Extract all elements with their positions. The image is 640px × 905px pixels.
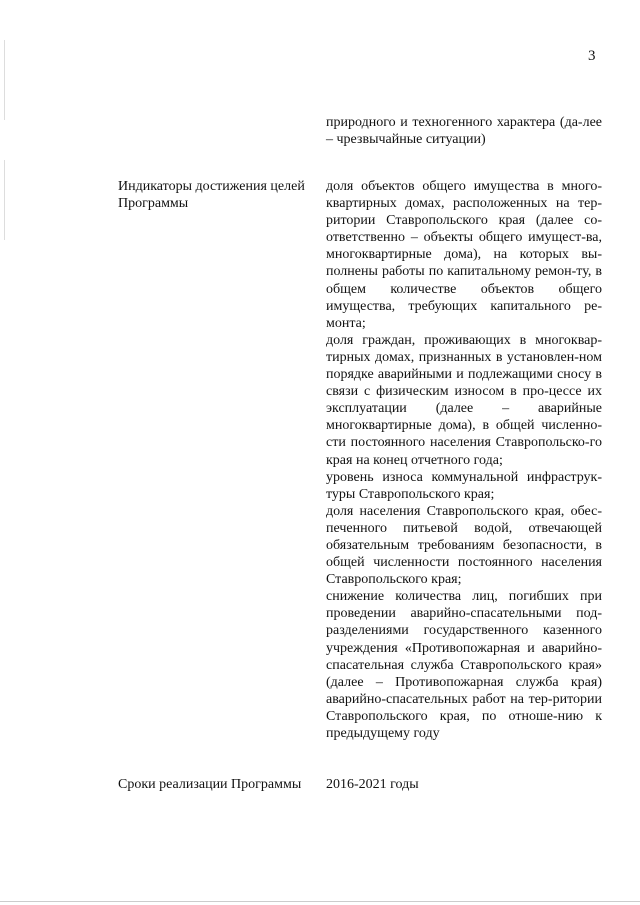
value-paragraph: снижение количества лиц, погибших при проведении аварийно-спасательными под-разделениями государственного казенного учреждения «Противопожарная и аварийно-спасательная служба Ставропольского края» (далее – Противопожарная служба края) аварийно-спасательных работ на тер-ритории Ставропольского края, по отноше-нию к предыдущему году	[326, 589, 602, 741]
value-paragraph: доля населения Ставропольского края, обес-печенного питьевой водой, отвечающей обязательным требованиям безопасности, в общей численности постоянного населения Ставропольского края;	[326, 503, 602, 588]
value-paragraph: уровень износа коммунальной инфраструк-туры Ставропольского края;	[326, 469, 602, 502]
row-value	[326, 776, 602, 793]
value-paragraph: доля объектов общего имущества в много-квартирных домах, расположенных на тер-ритории Ставропольского края (далее со-ответственно – объекты общего имущест-ва, многоквартирные дома), на которых вы-полнены работы по капитальному ремон-ту, в общем количестве объектов общего имущества, требующих капитального ре-монта;	[326, 179, 602, 331]
row-value	[326, 178, 602, 742]
page-number: 3	[588, 48, 596, 64]
value-paragraph: доля граждан, проживающих в многоквар-тирных домах, признанных в установлен-ном порядке аварийными и подлежащими сносу в связи с физическим износом в про-цессе их эксплуатации (далее – аварийные многоквартирные дома), в общей численно-сти постоянного населения Ставропольско-го края на конец отчетного года;	[326, 332, 602, 468]
value-paragraph: природного и техногенного характера (да-лее – чрезвычайные ситуации)	[326, 115, 602, 148]
value-paragraph: 2016-2021 годы	[326, 777, 419, 792]
row-label: Сроки реализации Программы	[118, 777, 302, 792]
page-bottom-edge	[0, 901, 640, 902]
scan-edge-mark	[4, 40, 5, 240]
row-value	[326, 114, 602, 148]
row-label: Индикаторы достижения целей Программы	[118, 179, 305, 212]
